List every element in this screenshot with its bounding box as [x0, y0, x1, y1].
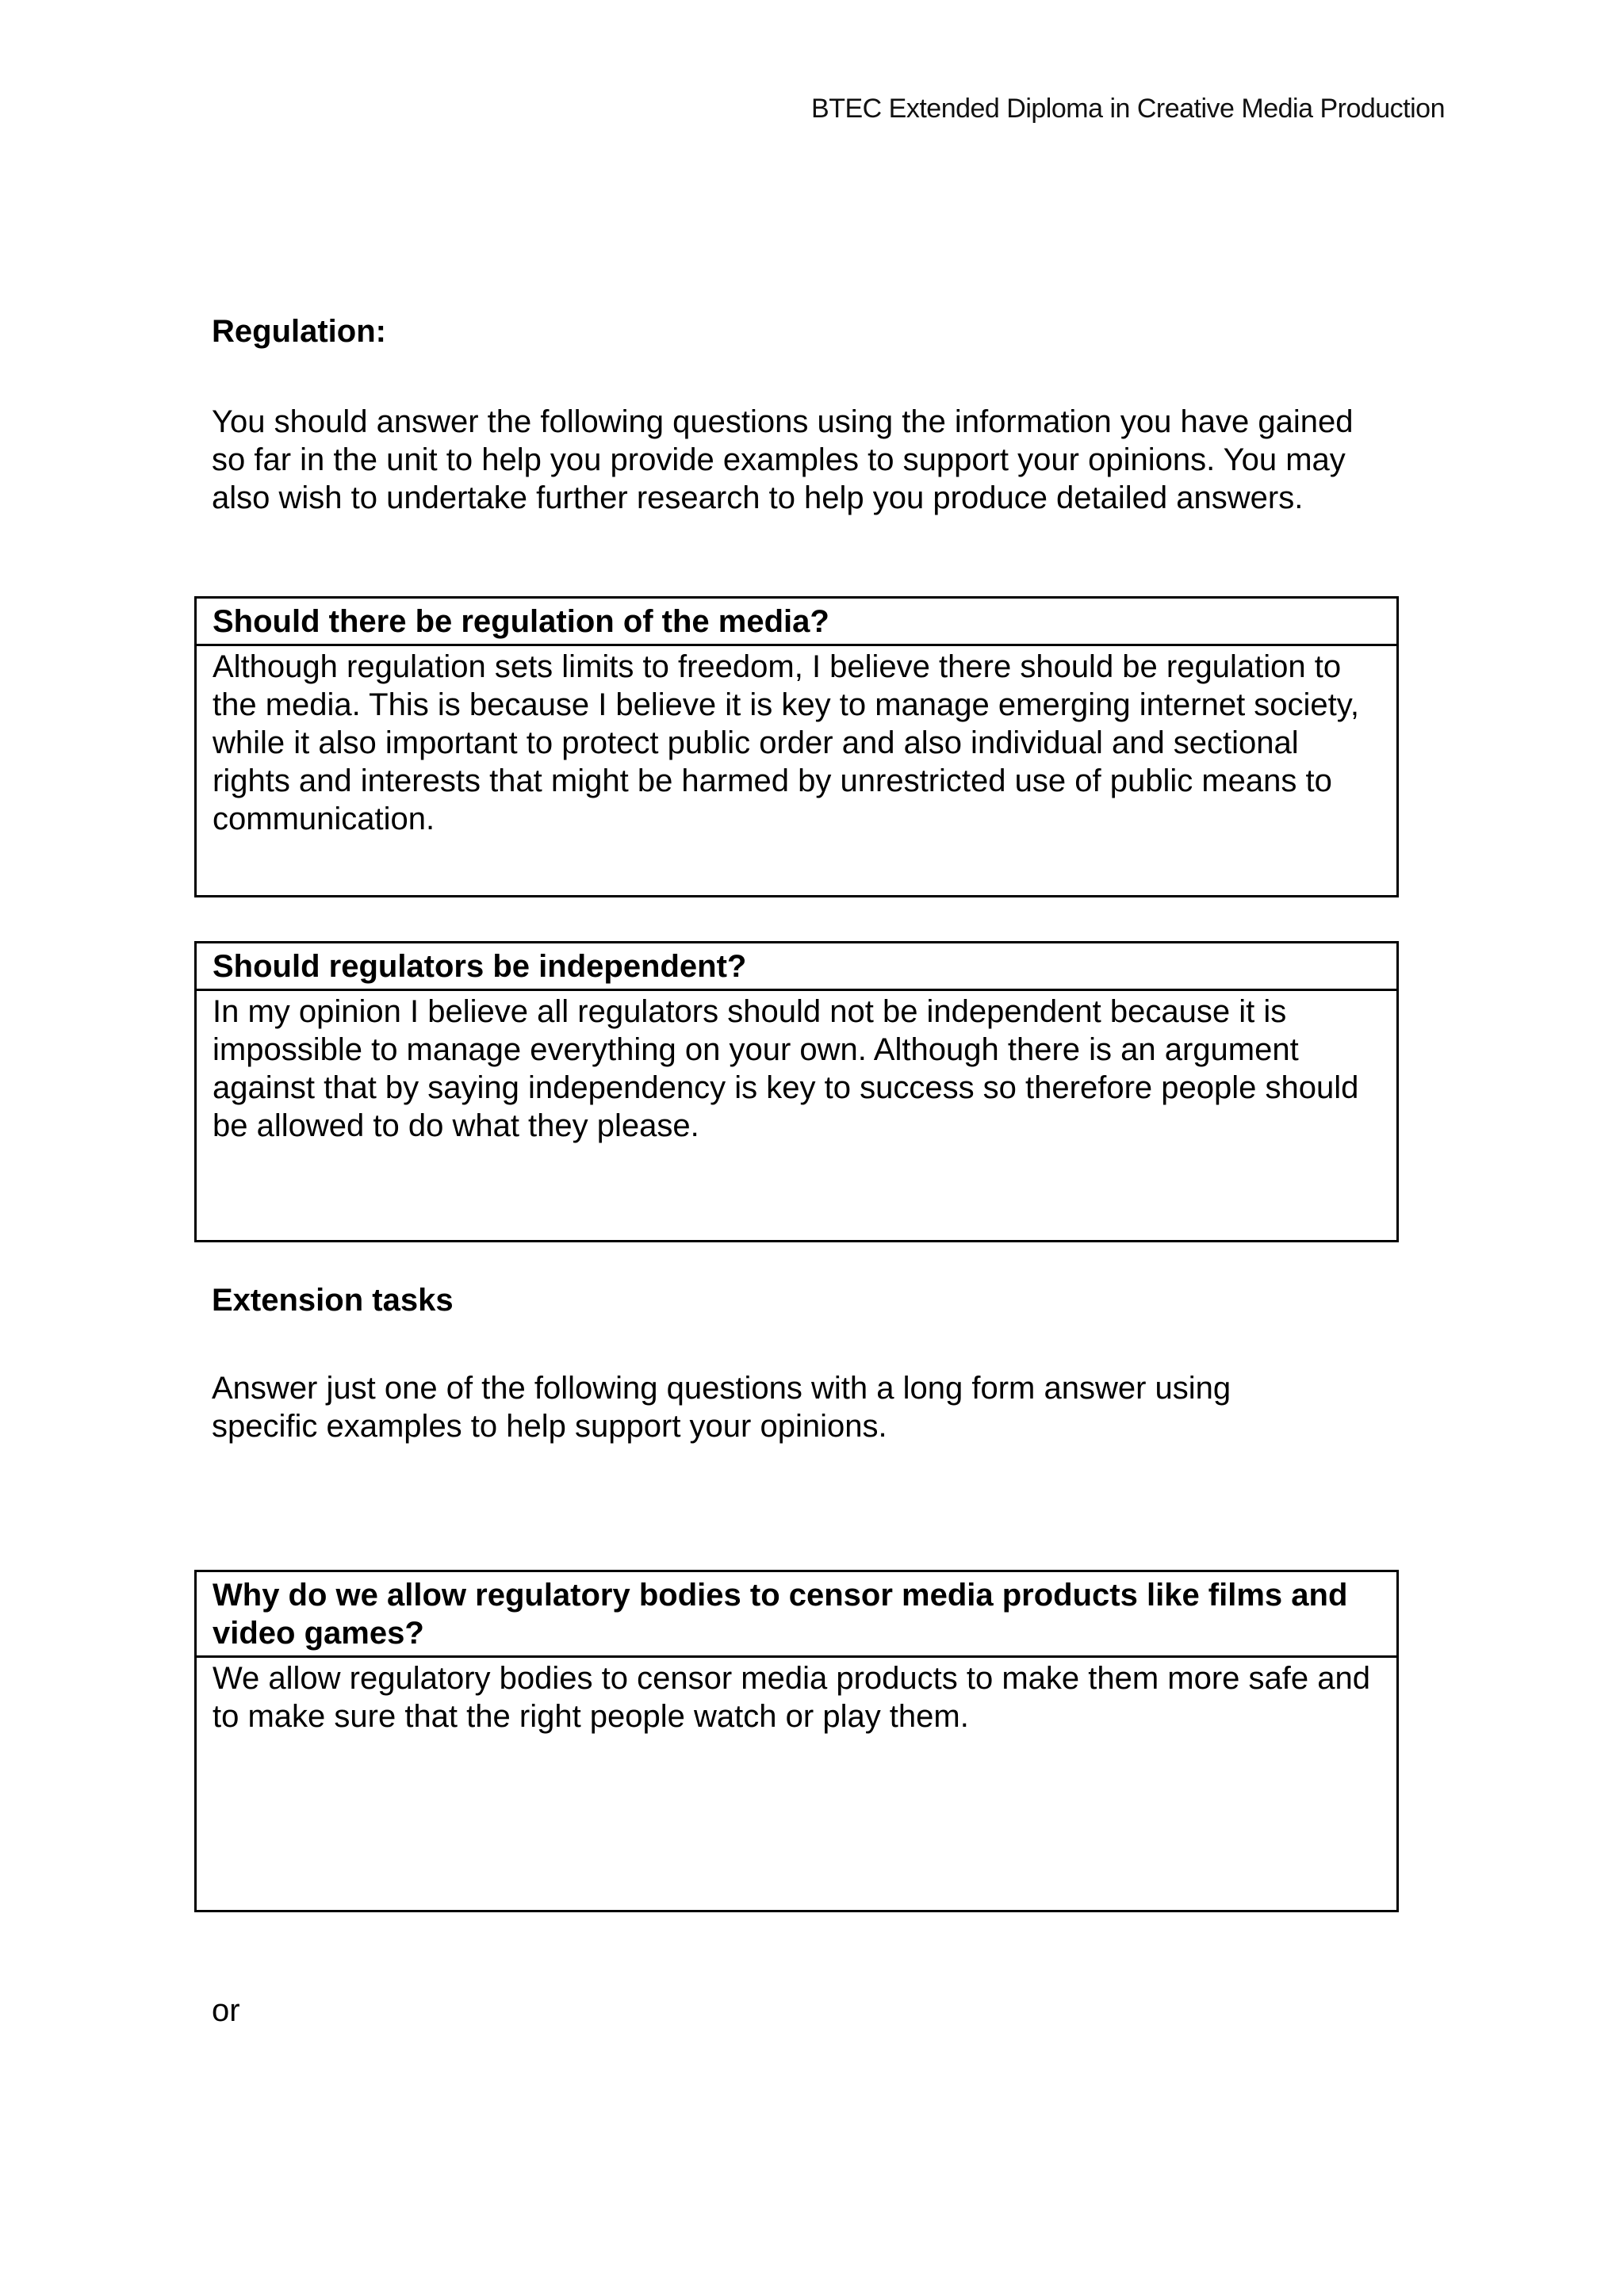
question-box-censorship: [194, 1570, 1399, 1912]
extension-intro: Answer just one of the following questions with a long form answer using specific examples to help support your opinions.: [212, 1371, 1231, 1444]
section-intro: You should answer the following questions using the information you have gained so far in the unit to help you provide examples to support your opinions. You may also wish to undertake further research to help you produce detailed answers.: [212, 404, 1354, 515]
answer-text: Although regulation sets limits to freedom, I believe there should be regulation to the media. This is because I believe it is key to manage emerging internet society, while it also important to protect public order and also individual and sectional rights and interests that might be harmed by unrestricted use of public means to communication.: [213, 649, 1359, 836]
answer-text: We allow regulatory bodies to censor media products to make them more safe and to make sure that the right people watch or play them.: [213, 1661, 1370, 1734]
page-header: BTEC Extended Diploma in Creative Media Production: [811, 94, 1445, 124]
extension-title: Extension tasks: [212, 1283, 454, 1318]
question-label: Should there be regulation of the media?: [197, 599, 1396, 646]
question-label: Why do we allow regulatory bodies to censor media products like films and video games?: [197, 1572, 1396, 1658]
section-title: Regulation:: [212, 314, 386, 349]
question-box-independence: [194, 941, 1399, 1242]
question-box-regulation: [194, 596, 1399, 897]
answer-text: In my opinion I believe all regulators should not be independent because it is impossible to manage everything on your own. Although there is an argument against that by saying independency is key to success so therefore people should be allowed to do what they please.: [213, 994, 1359, 1143]
or-label: or: [212, 1993, 240, 2028]
question-label: Should regulators be independent?: [197, 943, 1396, 991]
